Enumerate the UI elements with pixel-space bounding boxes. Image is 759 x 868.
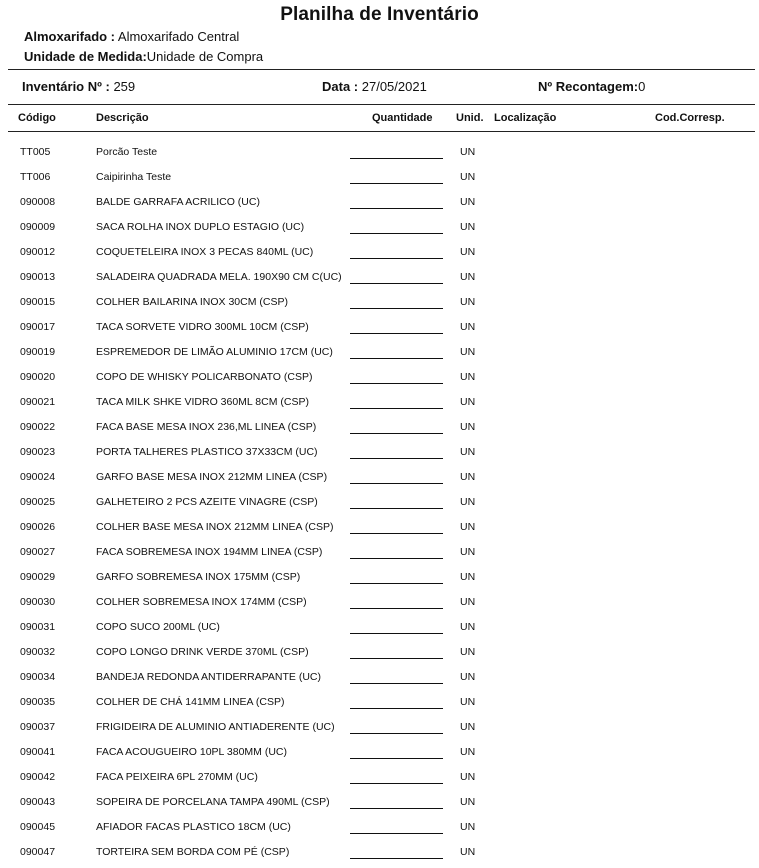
header-divider-middle xyxy=(8,104,755,105)
item-code: 090034 xyxy=(20,671,56,683)
quantity-entry-line[interactable] xyxy=(350,383,443,384)
item-unit: UN xyxy=(460,621,476,633)
item-code: 090015 xyxy=(20,296,56,308)
data-label: Data : xyxy=(322,79,359,94)
item-unit: UN xyxy=(460,796,476,808)
table-row xyxy=(0,368,759,393)
item-unit: UN xyxy=(460,146,476,158)
table-row xyxy=(0,793,759,818)
table-row xyxy=(0,268,759,293)
item-unit: UN xyxy=(460,846,476,858)
item-code: 090027 xyxy=(20,546,56,558)
item-description: COPO LONGO DRINK VERDE 370ML (CSP) xyxy=(96,646,309,658)
item-code: 090008 xyxy=(20,196,56,208)
table-row xyxy=(0,468,759,493)
quantity-entry-line[interactable] xyxy=(350,283,443,284)
quantity-entry-line[interactable] xyxy=(350,658,443,659)
item-unit: UN xyxy=(460,371,476,383)
item-code: 090043 xyxy=(20,796,56,808)
item-description: TACA SORVETE VIDRO 300ML 10CM (CSP) xyxy=(96,321,309,333)
report-title: Planilha de Inventário xyxy=(280,4,479,25)
table-row xyxy=(0,168,759,193)
item-code: 090009 xyxy=(20,221,56,233)
quantity-entry-line[interactable] xyxy=(350,683,443,684)
item-code: 090021 xyxy=(20,396,56,408)
item-unit: UN xyxy=(460,521,476,533)
item-description: SALADEIRA QUADRADA MELA. 190X90 CM C(UC) xyxy=(96,271,342,283)
table-row xyxy=(0,643,759,668)
item-code: 090030 xyxy=(20,596,56,608)
table-row xyxy=(0,593,759,618)
item-description: GARFO SOBREMESA INOX 175MM (CSP) xyxy=(96,571,301,583)
item-description: FACA BASE MESA INOX 236,ML LINEA (CSP) xyxy=(96,421,317,433)
item-unit: UN xyxy=(460,396,476,408)
table-row xyxy=(0,693,759,718)
item-code: 090031 xyxy=(20,621,56,633)
table-row xyxy=(0,418,759,443)
column-header-unid: Unid. xyxy=(456,112,484,124)
table-row xyxy=(0,293,759,318)
item-code: 090029 xyxy=(20,571,56,583)
item-unit: UN xyxy=(460,771,476,783)
item-description: GARFO BASE MESA INOX 212MM LINEA (CSP) xyxy=(96,471,328,483)
quantity-entry-line[interactable] xyxy=(350,408,443,409)
table-row xyxy=(0,443,759,468)
quantity-entry-line[interactable] xyxy=(350,258,443,259)
quantity-entry-line[interactable] xyxy=(350,558,443,559)
item-code: 090022 xyxy=(20,421,56,433)
header-divider-top xyxy=(8,69,755,70)
item-unit: UN xyxy=(460,471,476,483)
inventario-label: Inventário Nº : xyxy=(22,79,110,94)
item-description: BANDEJA REDONDA ANTIDERRAPANTE (UC) xyxy=(96,671,322,683)
item-description: BALDE GARRAFA ACRILICO (UC) xyxy=(96,196,260,208)
quantity-entry-line[interactable] xyxy=(350,758,443,759)
quantity-entry-line[interactable] xyxy=(350,483,443,484)
quantity-entry-line[interactable] xyxy=(350,183,443,184)
table-row xyxy=(0,143,759,168)
quantity-entry-line[interactable] xyxy=(350,233,443,234)
column-header-codcorresp: Cod.Corresp. xyxy=(655,112,725,124)
item-code: TT005 xyxy=(20,146,51,158)
column-header-localizacao: Localização xyxy=(494,112,557,124)
item-description: Porcão Teste xyxy=(96,146,158,158)
quantity-entry-line[interactable] xyxy=(350,833,443,834)
unidade-medida-line xyxy=(24,49,263,64)
item-description: COPO SUCO 200ML (UC) xyxy=(96,621,220,633)
table-row xyxy=(0,768,759,793)
quantity-entry-line[interactable] xyxy=(350,433,443,434)
item-unit: UN xyxy=(460,696,476,708)
data-value: 27/05/2021 xyxy=(361,79,427,94)
table-row xyxy=(0,543,759,568)
item-unit: UN xyxy=(460,171,476,183)
table-row xyxy=(0,218,759,243)
item-code: TT006 xyxy=(20,171,51,183)
quantity-entry-line[interactable] xyxy=(350,633,443,634)
quantity-entry-line[interactable] xyxy=(350,333,443,334)
item-description: FACA PEIXEIRA 6PL 270MM (UC) xyxy=(96,771,258,783)
column-header-divider xyxy=(8,131,755,132)
unidade-medida-value: Unidade de Compra xyxy=(146,49,264,64)
unidade-medida-label: Unidade de Medida: xyxy=(24,49,147,64)
table-row xyxy=(0,193,759,218)
table-row xyxy=(0,343,759,368)
item-unit: UN xyxy=(460,546,476,558)
inventario-value: 259 xyxy=(113,79,136,94)
table-row xyxy=(0,618,759,643)
item-code: 090026 xyxy=(20,521,56,533)
item-unit: UN xyxy=(460,721,476,733)
almoxarifado-value: Almoxarifado Central xyxy=(117,29,240,44)
inventory-date xyxy=(322,79,427,94)
item-description: ESPREMEDOR DE LIMÃO ALUMINIO 17CM (UC) xyxy=(96,346,333,358)
item-description: TORTEIRA SEM BORDA COM PÉ (CSP) xyxy=(96,846,290,858)
quantity-entry-line[interactable] xyxy=(350,858,443,859)
item-description: COLHER DE CHÁ 141MM LINEA (CSP) xyxy=(96,696,285,708)
item-unit: UN xyxy=(460,321,476,333)
item-code: 090032 xyxy=(20,646,56,658)
item-unit: UN xyxy=(460,671,476,683)
quantity-entry-line[interactable] xyxy=(350,808,443,809)
recontagem-value: 0 xyxy=(638,79,646,94)
item-code: 090041 xyxy=(20,746,56,758)
item-unit: UN xyxy=(460,296,476,308)
item-description: SOPEIRA DE PORCELANA TAMPA 490ML (CSP) xyxy=(96,796,330,808)
item-description: FRIGIDEIRA DE ALUMINIO ANTIADERENTE (UC) xyxy=(96,721,335,733)
table-row xyxy=(0,718,759,743)
table-row xyxy=(0,518,759,543)
item-unit: UN xyxy=(460,446,476,458)
inventario-number xyxy=(22,79,135,94)
table-row xyxy=(0,668,759,693)
item-code: 090025 xyxy=(20,496,56,508)
table-row xyxy=(0,818,759,843)
item-code: 090023 xyxy=(20,446,56,458)
item-unit: UN xyxy=(460,271,476,283)
column-header-descricao: Descrição xyxy=(96,112,149,124)
quantity-entry-line[interactable] xyxy=(350,458,443,459)
item-code: 090013 xyxy=(20,271,56,283)
item-code: 090047 xyxy=(20,846,56,858)
item-description: COLHER BASE MESA INOX 212MM LINEA (CSP) xyxy=(96,521,334,533)
item-unit: UN xyxy=(460,346,476,358)
item-unit: UN xyxy=(460,596,476,608)
item-unit: UN xyxy=(460,496,476,508)
table-row xyxy=(0,493,759,518)
item-description: SACA ROLHA INOX DUPLO ESTAGIO (UC) xyxy=(96,221,305,233)
item-description: COPO DE WHISKY POLICARBONATO (CSP) xyxy=(96,371,313,383)
recontagem-label: Nº Recontagem: xyxy=(538,79,639,94)
item-description: FACA ACOUGUEIRO 10PL 380MM (UC) xyxy=(96,746,287,758)
item-description: COQUETELEIRA INOX 3 PECAS 840ML (UC) xyxy=(96,246,314,258)
item-code: 090019 xyxy=(20,346,56,358)
table-row xyxy=(0,393,759,418)
item-code: 090020 xyxy=(20,371,56,383)
quantity-entry-line[interactable] xyxy=(350,783,443,784)
item-description: FACA SOBREMESA INOX 194MM LINEA (CSP) xyxy=(96,546,323,558)
item-description: GALHETEIRO 2 PCS AZEITE VINAGRE (CSP) xyxy=(96,496,318,508)
item-unit: UN xyxy=(460,646,476,658)
item-code: 090042 xyxy=(20,771,56,783)
item-code: 090012 xyxy=(20,246,56,258)
table-row xyxy=(0,318,759,343)
item-code: 090037 xyxy=(20,721,56,733)
recontagem-number xyxy=(538,79,645,94)
item-unit: UN xyxy=(460,221,476,233)
column-header-quantidade: Quantidade xyxy=(372,112,433,124)
quantity-entry-line[interactable] xyxy=(350,583,443,584)
quantity-entry-line[interactable] xyxy=(350,508,443,509)
quantity-entry-line[interactable] xyxy=(350,208,443,209)
item-description: TACA MILK SHKE VIDRO 360ML 8CM (CSP) xyxy=(96,396,309,408)
item-description: Caipirinha Teste xyxy=(96,171,172,183)
item-unit: UN xyxy=(460,246,476,258)
table-row xyxy=(0,843,759,868)
item-description: COLHER BAILARINA INOX 30CM (CSP) xyxy=(96,296,288,308)
item-code: 090045 xyxy=(20,821,56,833)
item-code: 090024 xyxy=(20,471,56,483)
almoxarifado-label: Almoxarifado : xyxy=(24,29,116,44)
item-unit: UN xyxy=(460,746,476,758)
item-code: 090035 xyxy=(20,696,56,708)
table-row xyxy=(0,568,759,593)
quantity-entry-line[interactable] xyxy=(350,358,443,359)
quantity-entry-line[interactable] xyxy=(350,608,443,609)
item-unit: UN xyxy=(460,821,476,833)
item-unit: UN xyxy=(460,421,476,433)
column-header-codigo: Código xyxy=(18,112,56,124)
inventory-table xyxy=(0,143,759,868)
item-unit: UN xyxy=(460,571,476,583)
item-description: PORTA TALHERES PLASTICO 37X33CM (UC) xyxy=(96,446,318,458)
quantity-entry-line[interactable] xyxy=(350,533,443,534)
item-code: 090017 xyxy=(20,321,56,333)
quantity-entry-line[interactable] xyxy=(350,308,443,309)
table-row xyxy=(0,743,759,768)
item-unit: UN xyxy=(460,196,476,208)
item-description: AFIADOR FACAS PLASTICO 18CM (UC) xyxy=(96,821,291,833)
table-row xyxy=(0,243,759,268)
quantity-entry-line[interactable] xyxy=(350,708,443,709)
item-description: COLHER SOBREMESA INOX 174MM (CSP) xyxy=(96,596,307,608)
almoxarifado-line xyxy=(24,29,239,44)
quantity-entry-line[interactable] xyxy=(350,158,443,159)
quantity-entry-line[interactable] xyxy=(350,733,443,734)
